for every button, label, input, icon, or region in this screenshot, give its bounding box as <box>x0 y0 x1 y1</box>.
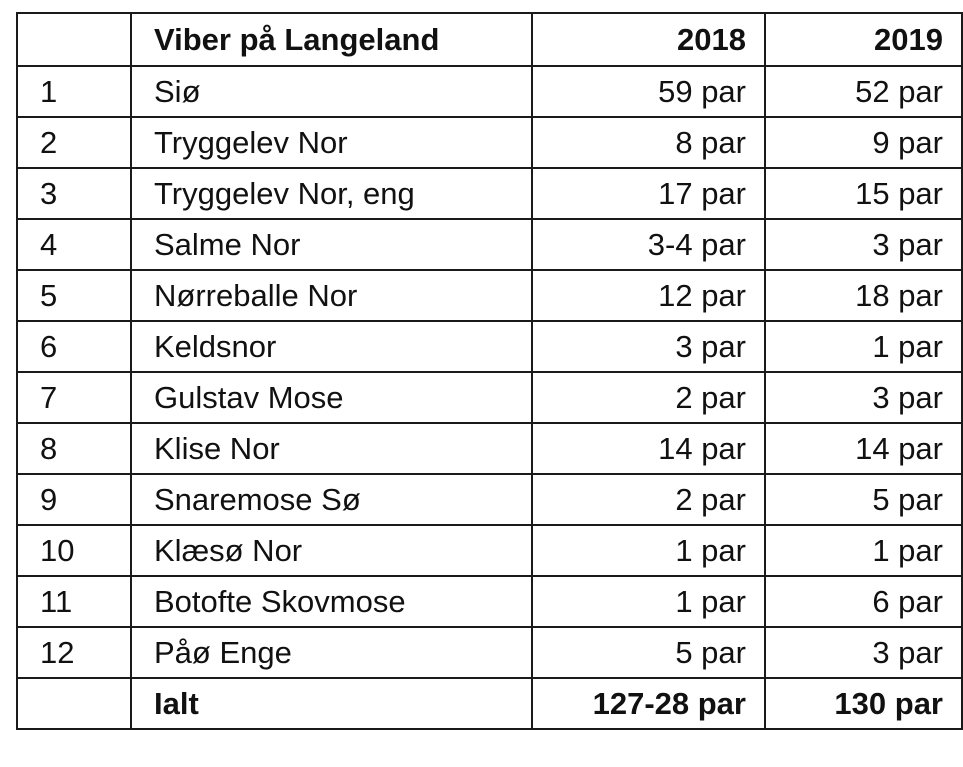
row-2019-value: 3 par <box>765 219 962 270</box>
row-location: Keldsnor <box>131 321 532 372</box>
row-num: 11 <box>17 576 131 627</box>
table-row <box>17 627 962 678</box>
total-row <box>17 678 962 729</box>
row-location: Siø <box>131 66 532 117</box>
row-2019-value: 15 par <box>765 168 962 219</box>
row-location: Påø Enge <box>131 627 532 678</box>
header-num <box>17 13 131 66</box>
row-2019-value: 14 par <box>765 423 962 474</box>
row-num: 1 <box>17 66 131 117</box>
table-row <box>17 168 962 219</box>
row-num: 12 <box>17 627 131 678</box>
header-location: Viber på Langeland <box>131 13 532 66</box>
total-2019-value: 130 par <box>765 678 962 729</box>
header-row <box>17 13 962 66</box>
row-2018-value: 5 par <box>532 627 765 678</box>
row-location: Snaremose Sø <box>131 474 532 525</box>
row-2019-value: 9 par <box>765 117 962 168</box>
table-row <box>17 270 962 321</box>
table-row <box>17 474 962 525</box>
total-num <box>17 678 131 729</box>
row-2018-value: 8 par <box>532 117 765 168</box>
row-location: Klæsø Nor <box>131 525 532 576</box>
row-2019-value: 6 par <box>765 576 962 627</box>
row-2019-value: 5 par <box>765 474 962 525</box>
row-location: Tryggelev Nor <box>131 117 532 168</box>
row-2018-value: 1 par <box>532 525 765 576</box>
header-2019: 2019 <box>765 13 962 66</box>
row-num: 8 <box>17 423 131 474</box>
row-2019-value: 3 par <box>765 372 962 423</box>
row-num: 2 <box>17 117 131 168</box>
row-2019-value: 18 par <box>765 270 962 321</box>
table-row <box>17 117 962 168</box>
row-2018-value: 12 par <box>532 270 765 321</box>
row-num: 9 <box>17 474 131 525</box>
table-row <box>17 525 962 576</box>
row-num: 10 <box>17 525 131 576</box>
table-row <box>17 372 962 423</box>
row-2019-value: 3 par <box>765 627 962 678</box>
row-2019-value: 52 par <box>765 66 962 117</box>
row-location: Nørreballe Nor <box>131 270 532 321</box>
row-2018-value: 14 par <box>532 423 765 474</box>
table-row <box>17 576 962 627</box>
table-row <box>17 423 962 474</box>
viber-table <box>16 12 963 730</box>
row-2019-value: 1 par <box>765 525 962 576</box>
table-row <box>17 321 962 372</box>
row-2018-value: 2 par <box>532 372 765 423</box>
total-2018-value: 127-28 par <box>532 678 765 729</box>
row-location: Botofte Skovmose <box>131 576 532 627</box>
row-num: 4 <box>17 219 131 270</box>
header-2018: 2018 <box>532 13 765 66</box>
row-num: 3 <box>17 168 131 219</box>
row-2018-value: 3 par <box>532 321 765 372</box>
table-row <box>17 66 962 117</box>
row-num: 6 <box>17 321 131 372</box>
row-num: 5 <box>17 270 131 321</box>
row-location: Klise Nor <box>131 423 532 474</box>
row-2018-value: 17 par <box>532 168 765 219</box>
row-2018-value: 2 par <box>532 474 765 525</box>
row-num: 7 <box>17 372 131 423</box>
row-location: Salme Nor <box>131 219 532 270</box>
row-location: Gulstav Mose <box>131 372 532 423</box>
table-row <box>17 219 962 270</box>
row-2018-value: 59 par <box>532 66 765 117</box>
row-2018-value: 1 par <box>532 576 765 627</box>
total-label: Ialt <box>131 678 532 729</box>
row-2018-value: 3-4 par <box>532 219 765 270</box>
row-2019-value: 1 par <box>765 321 962 372</box>
row-location: Tryggelev Nor, eng <box>131 168 532 219</box>
